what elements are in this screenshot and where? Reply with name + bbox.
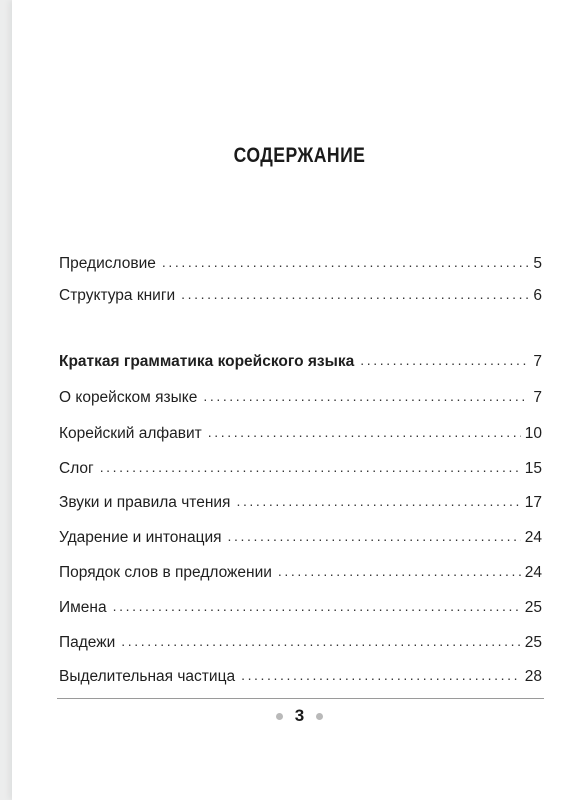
page-title: СОДЕРЖАНИЕ	[233, 144, 366, 167]
page-footer	[12, 706, 587, 726]
toc-leader-dots	[278, 563, 521, 579]
toc-entry-page: 7	[533, 353, 542, 370]
toc-leader-dots	[162, 254, 530, 270]
toc-entry-page: 5	[533, 255, 542, 272]
toc-entry-page: 28	[524, 668, 542, 685]
toc-entry-label: Падежи	[59, 634, 116, 651]
toc-entry-page: 7	[533, 389, 542, 406]
toc-entry	[59, 564, 542, 586]
toc-leader-dots	[121, 633, 520, 649]
book-page	[12, 0, 587, 800]
toc-leader-dots	[100, 459, 521, 475]
toc-entry	[59, 599, 542, 621]
toc-entry-label: Звуки и правила чтения	[59, 494, 231, 511]
toc-leader-dots	[228, 528, 521, 544]
toc-leader-dots	[113, 598, 521, 614]
toc-entry-label: Корейский алфавит	[59, 425, 202, 442]
toc-entry	[59, 287, 542, 309]
toc-entry-label: Предисловие	[59, 255, 156, 272]
toc-leader-dots	[360, 352, 529, 368]
footer-dot-left-icon	[276, 713, 283, 720]
toc-entry-page: 6	[533, 287, 542, 304]
toc-leader-dots	[203, 388, 529, 404]
toc-leader-dots	[208, 424, 521, 440]
toc-entry-page: 25	[524, 599, 542, 616]
toc-entry-page: 24	[524, 529, 542, 546]
toc-entry	[59, 529, 542, 551]
toc-entry	[59, 494, 542, 516]
toc-entry	[59, 255, 542, 277]
toc-entry	[59, 460, 542, 482]
toc-entry-label: Структура книги	[59, 287, 176, 304]
toc-entry	[59, 389, 542, 411]
toc-entry-label: Краткая грамматика корейского языка	[59, 353, 355, 370]
toc-leader-dots	[236, 493, 520, 509]
toc-entry-label: Ударение и интонация	[59, 529, 222, 546]
toc-entry-page: 17	[524, 494, 542, 511]
footer-divider	[57, 698, 544, 699]
toc-entry-label: О корейском языке	[59, 389, 198, 406]
toc-entry-page: 15	[524, 460, 542, 477]
toc-entry-page: 25	[524, 634, 542, 651]
toc-leader-dots	[241, 667, 521, 683]
toc-entry	[59, 425, 542, 447]
page-number: 3	[294, 706, 305, 725]
toc-entry-page: 10	[524, 425, 542, 442]
toc-entry	[59, 634, 542, 656]
toc-entry	[59, 668, 542, 690]
toc-entry-page: 24	[524, 564, 542, 581]
footer-dot-right-icon	[316, 713, 323, 720]
toc-entry-label: Слог	[59, 460, 94, 477]
toc-entry-label: Имена	[59, 599, 107, 616]
toc-entry-label: Выделительная частица	[59, 668, 236, 685]
toc-entry	[59, 353, 542, 375]
toc-entry-label: Порядок слов в предложении	[59, 564, 272, 581]
toc-leader-dots	[181, 286, 529, 302]
